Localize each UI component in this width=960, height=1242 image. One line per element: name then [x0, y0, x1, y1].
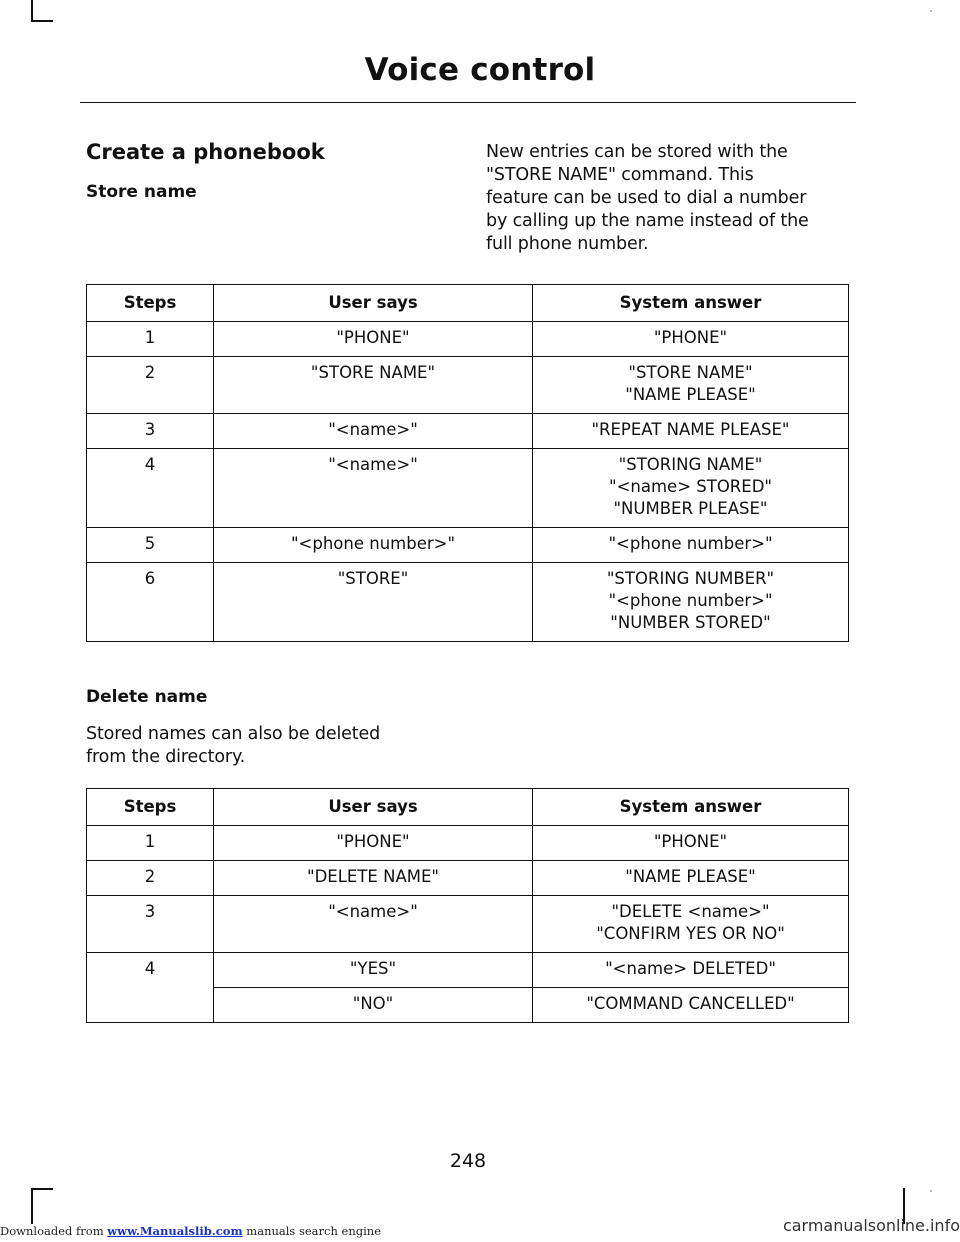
- user-says-cell: [214, 357, 533, 414]
- header-steps: Steps: [87, 285, 214, 322]
- header-system-answer: System answer: [533, 789, 849, 826]
- header-user-says: User says: [214, 285, 533, 322]
- system-answer-text: "NUMBER PLEASE": [613, 499, 768, 518]
- step-cell: [87, 357, 214, 414]
- system-answer-cell: [533, 988, 849, 1023]
- user-says-cell: [214, 528, 533, 563]
- user-says-text: "<name>": [328, 902, 418, 921]
- user-says-text: "PHONE": [336, 328, 410, 347]
- system-answer-text: "<phone number>": [608, 534, 773, 553]
- store-name-intro: [486, 141, 866, 256]
- crop-mark-bottom-left-h: [31, 1188, 53, 1190]
- system-answer-text: "<name> STORED": [608, 477, 772, 496]
- step-cell: [87, 826, 214, 861]
- intro-line: feature can be used to dial a number: [486, 188, 807, 208]
- table-row: [87, 563, 849, 642]
- system-answer-cell: [533, 414, 849, 449]
- step-cell: [87, 896, 214, 953]
- step-number: 1: [144, 328, 156, 347]
- user-says-text: "<phone number>": [290, 534, 456, 553]
- intro-line: New entries can be stored with the: [486, 142, 788, 162]
- subheading-delete-name: Delete name: [86, 687, 208, 707]
- system-answer-text: "NAME PLEASE": [625, 385, 756, 404]
- system-answer-cell: [533, 861, 849, 896]
- table-header-row: [87, 285, 849, 322]
- step-cell: [87, 528, 214, 563]
- system-answer-text: "NUMBER STORED": [610, 613, 771, 632]
- system-answer-cell: [533, 449, 849, 528]
- page-number: 248: [449, 1150, 487, 1172]
- step-number: 2: [144, 867, 156, 886]
- crop-dot-bottom-right: [930, 1190, 932, 1192]
- table-row: [87, 357, 849, 414]
- system-answer-text: "NAME PLEASE": [625, 867, 756, 886]
- system-answer-cell: [533, 322, 849, 357]
- footer-prefix: Downloaded from: [0, 1224, 108, 1238]
- system-answer-text: "PHONE": [653, 328, 728, 347]
- title-rule: [80, 102, 856, 103]
- user-says-cell: [214, 896, 533, 953]
- crop-mark-bottom-left-v: [31, 1188, 33, 1224]
- table-row: [87, 528, 849, 563]
- system-answer-cell: [533, 528, 849, 563]
- step-cell: [87, 414, 214, 449]
- page-title: Voice control: [364, 52, 596, 88]
- system-answer-cell: [533, 357, 849, 414]
- header-steps: Steps: [87, 789, 214, 826]
- step-number: 2: [144, 363, 156, 382]
- table-row: [87, 322, 849, 357]
- table-row: [87, 826, 849, 861]
- system-answer-text: "DELETE <name>": [611, 902, 770, 921]
- system-answer-text: "PHONE": [653, 832, 728, 851]
- intro-line: "STORE NAME" command. This: [486, 165, 754, 185]
- subheading-store-name: Store name: [86, 182, 197, 202]
- user-says-cell: [214, 953, 533, 988]
- system-answer-cell: [533, 896, 849, 953]
- table-row: [87, 414, 849, 449]
- table-row: [87, 953, 849, 988]
- user-says-text: "<name>": [328, 455, 418, 474]
- user-says-text: "STORE NAME": [310, 363, 436, 382]
- user-says-text: "NO": [352, 994, 394, 1013]
- user-says-text: "YES": [349, 959, 397, 978]
- step-cell: [87, 861, 214, 896]
- table-row: [87, 861, 849, 896]
- step-cell: [87, 449, 214, 528]
- user-says-cell: [214, 414, 533, 449]
- system-answer-text: "CONFIRM YES OR NO": [596, 924, 785, 943]
- intro-line: from the directory.: [86, 747, 246, 767]
- step-cell: [87, 322, 214, 357]
- crop-mark-top-left-v: [31, 0, 33, 22]
- header-system-answer: System answer: [533, 285, 849, 322]
- system-answer-cell: [533, 953, 849, 988]
- watermark: carmanualsonline.info: [782, 1216, 960, 1235]
- delete-name-intro: [86, 723, 466, 769]
- system-answer-text: "STORE NAME": [628, 363, 753, 382]
- system-answer-cell: [533, 826, 849, 861]
- crop-mark-top-left-h: [31, 20, 53, 22]
- intro-line: by calling up the name instead of the: [486, 211, 809, 231]
- system-answer-text: "COMMAND CANCELLED": [586, 994, 795, 1013]
- user-says-cell: [214, 322, 533, 357]
- delete-name-table: [86, 788, 849, 1023]
- step-number: 4: [144, 455, 156, 474]
- section-heading-create-phonebook: Create a phonebook: [86, 140, 325, 164]
- system-answer-text: "<phone number>": [608, 591, 773, 610]
- system-answer-text: "STORING NAME": [618, 455, 763, 474]
- step-number: 1: [144, 832, 156, 851]
- user-says-cell: [214, 449, 533, 528]
- manualslib-link[interactable]: www.Manualslib.com: [107, 1224, 243, 1238]
- step-number: 5: [144, 534, 156, 553]
- user-says-cell: [214, 861, 533, 896]
- step-number: 3: [144, 902, 156, 921]
- table-row: [87, 449, 849, 528]
- user-says-cell: [214, 563, 533, 642]
- system-answer-text: "REPEAT NAME PLEASE": [591, 420, 790, 439]
- step-number: 4: [144, 959, 156, 978]
- table-header-row: [87, 789, 849, 826]
- user-says-cell: [214, 988, 533, 1023]
- user-says-text: "STORE": [337, 569, 409, 588]
- footer-suffix: manuals search engine: [242, 1224, 382, 1238]
- step-number: 6: [144, 569, 156, 588]
- download-footer: [0, 1224, 381, 1238]
- user-says-text: "DELETE NAME": [307, 867, 439, 886]
- system-answer-cell: [533, 563, 849, 642]
- table-row: [87, 896, 849, 953]
- user-says-text: "PHONE": [336, 832, 410, 851]
- crop-dot-top-right: [930, 10, 932, 12]
- step-number: 3: [144, 420, 156, 439]
- header-user-says: User says: [214, 789, 533, 826]
- user-says-text: "<name>": [328, 420, 418, 439]
- step-cell: [87, 563, 214, 642]
- store-name-table: [86, 284, 849, 642]
- user-says-cell: [214, 826, 533, 861]
- intro-line: full phone number.: [486, 234, 649, 254]
- system-answer-text: "STORING NUMBER": [606, 569, 775, 588]
- intro-line: Stored names can also be deleted: [86, 724, 381, 744]
- system-answer-text: "<name> DELETED": [605, 959, 776, 978]
- step-cell: [87, 953, 214, 1023]
